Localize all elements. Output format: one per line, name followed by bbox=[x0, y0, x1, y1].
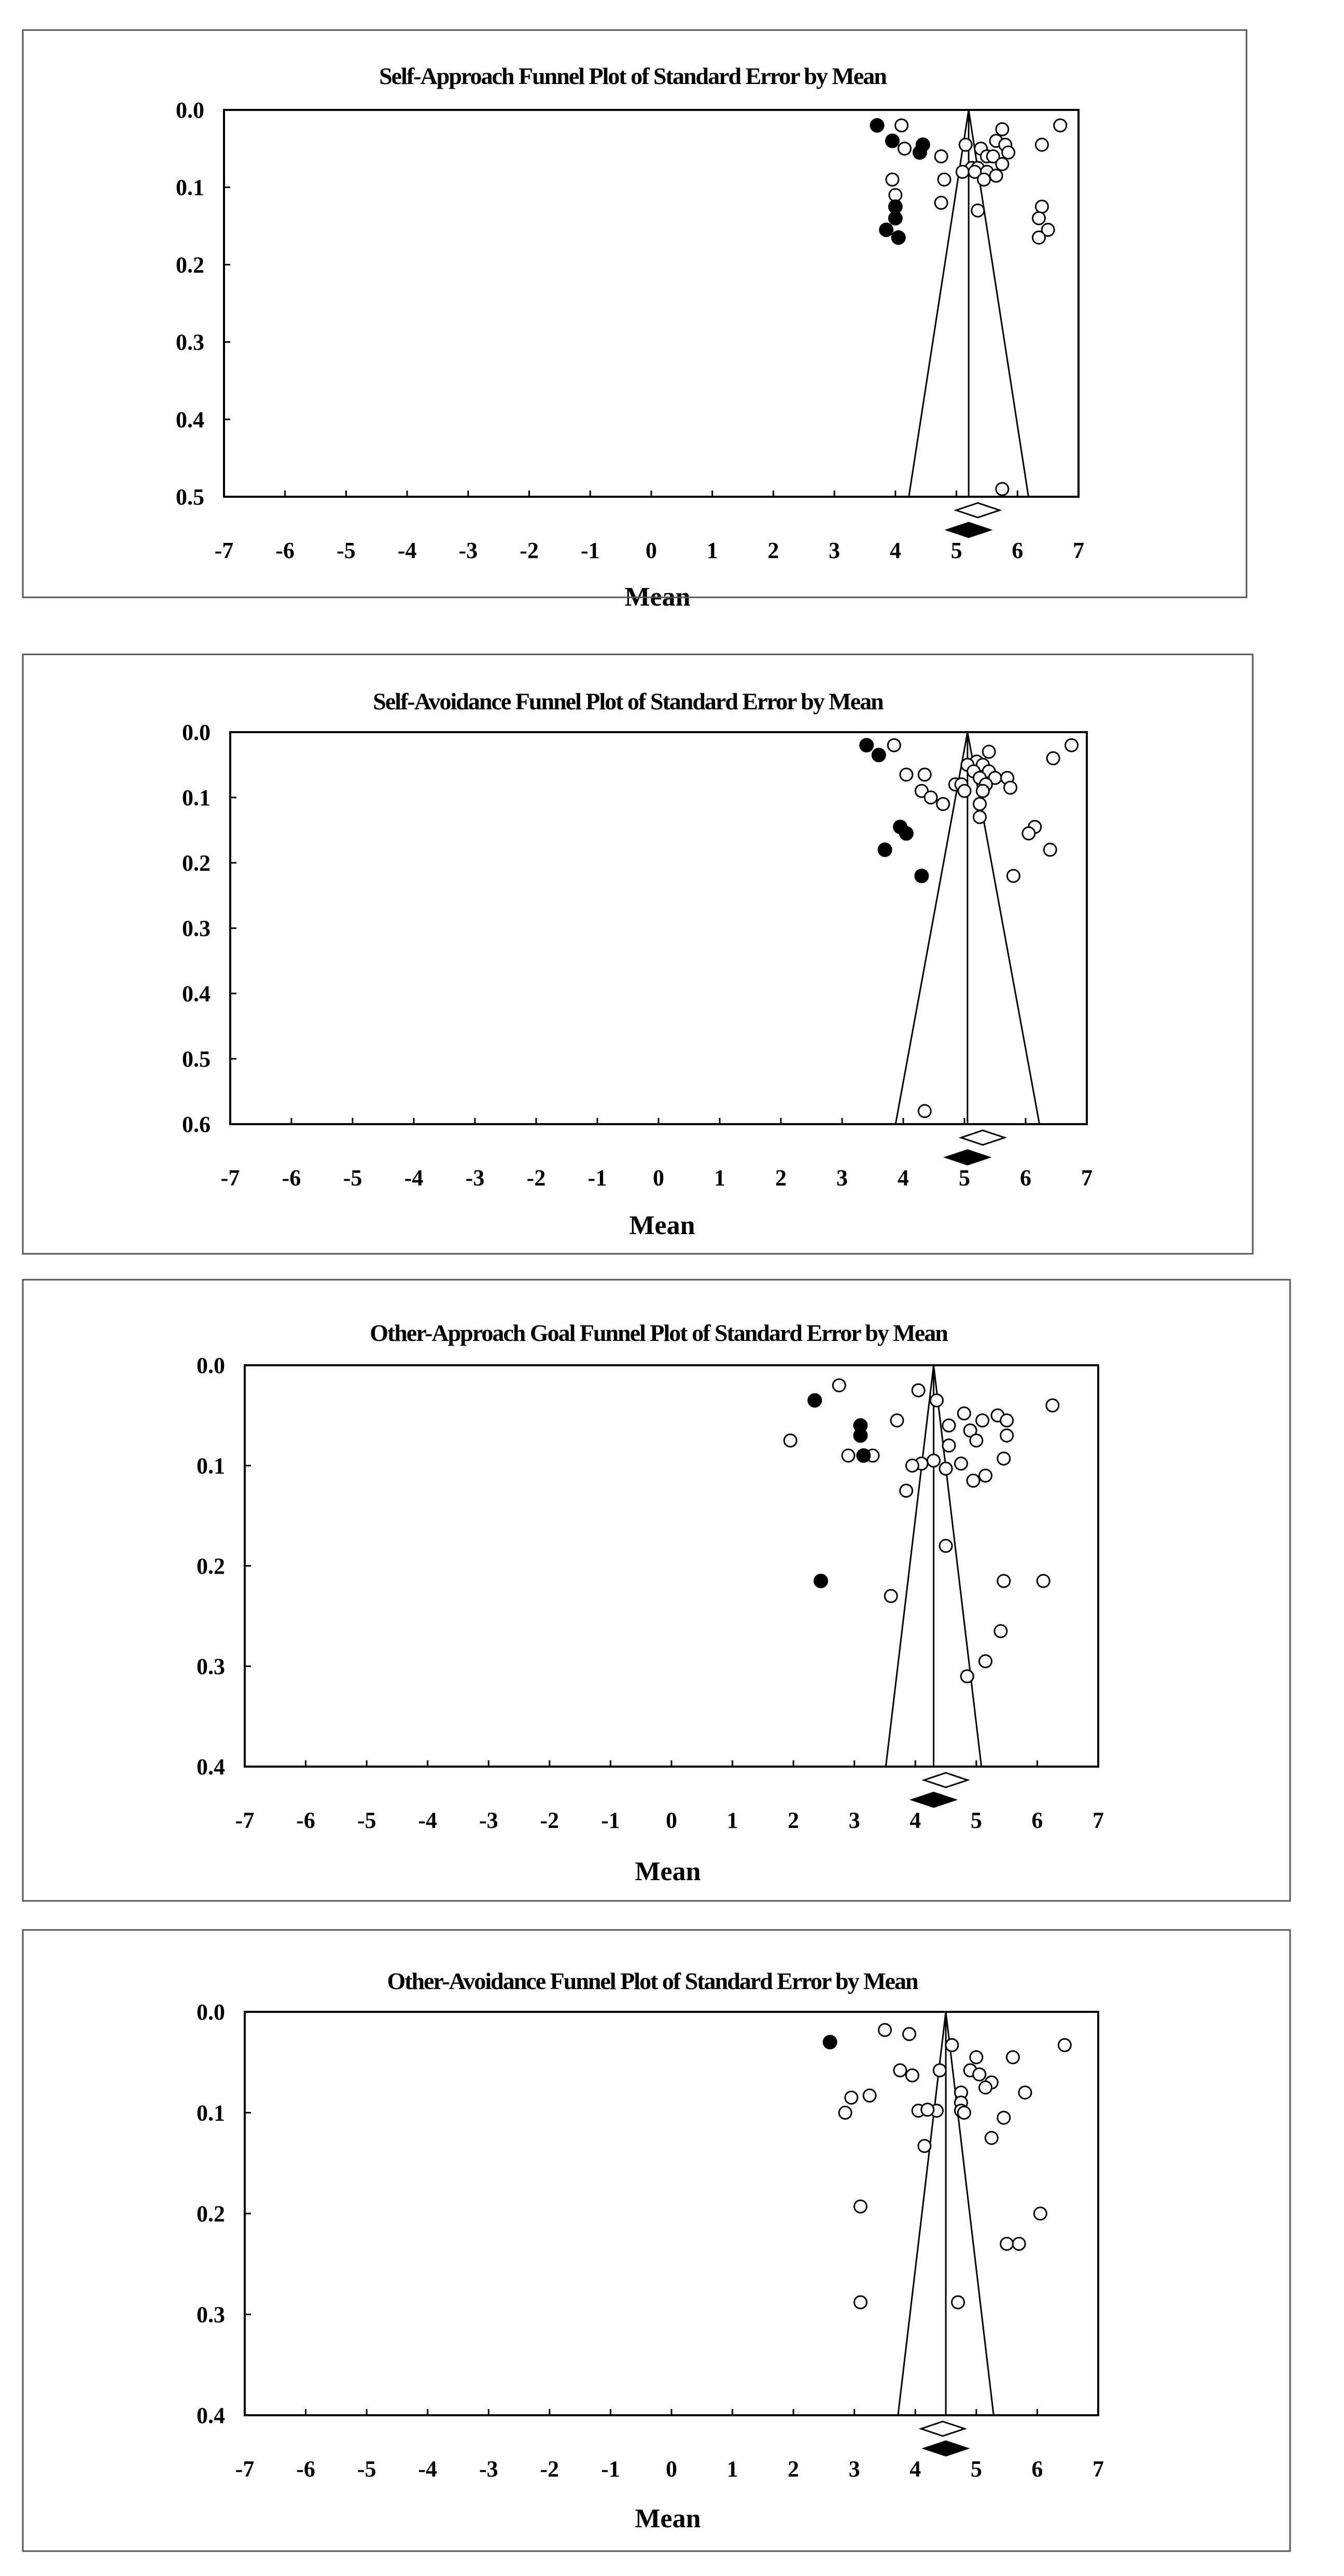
y-tick-label: 0.2 bbox=[176, 252, 204, 278]
observed-study-point bbox=[1058, 2039, 1071, 2051]
x-tick-label: -4 bbox=[418, 1808, 438, 1833]
observed-study-point bbox=[996, 483, 1009, 495]
y-tick-label: 0.1 bbox=[182, 785, 211, 810]
observed-study-point bbox=[912, 1384, 925, 1396]
x-tick-label: 7 bbox=[1073, 538, 1084, 563]
observed-study-point bbox=[979, 1469, 991, 1482]
y-tick-label: 0.2 bbox=[182, 850, 211, 876]
x-tick-label: 4 bbox=[889, 538, 901, 563]
observed-mean-diamond bbox=[921, 2421, 964, 2436]
observed-study-point bbox=[900, 1485, 913, 1497]
chart-title: Other-Approach Goal Funnel Plot of Standard Error by Mean bbox=[370, 1320, 947, 1346]
x-tick-label: 0 bbox=[666, 2456, 677, 2482]
observed-study-point bbox=[886, 173, 899, 186]
observed-study-point bbox=[1032, 212, 1045, 225]
x-tick-label: 3 bbox=[829, 538, 841, 563]
observed-study-point bbox=[1035, 138, 1048, 151]
observed-study-point bbox=[938, 173, 950, 186]
observed-study-point bbox=[1066, 739, 1078, 751]
funnel-plot-self-avoidance bbox=[23, 654, 1253, 1254]
imputed-study-point bbox=[871, 119, 884, 132]
imputed-study-point bbox=[814, 1574, 828, 1588]
x-tick-label: 1 bbox=[726, 1808, 738, 1833]
x-tick-label: 7 bbox=[1093, 2456, 1104, 2482]
observed-study-point bbox=[903, 2028, 916, 2040]
chart-title: Other-Avoidance Funnel Plot of Standard Error by Mean bbox=[387, 1968, 918, 1994]
funnel-plot-self-approach bbox=[23, 30, 1247, 612]
observed-mean-diamond bbox=[956, 503, 1000, 517]
observed-study-point bbox=[990, 170, 1002, 182]
observed-mean-diamond bbox=[961, 1130, 1004, 1145]
x-tick-label: -5 bbox=[357, 2456, 376, 2482]
x-tick-label: 0 bbox=[646, 538, 657, 563]
imputed-mean-diamond bbox=[947, 523, 990, 537]
observed-study-point bbox=[1047, 752, 1059, 764]
observed-study-point bbox=[996, 123, 1009, 135]
x-tick-label: -7 bbox=[214, 538, 234, 563]
x-axis-label: Mean bbox=[635, 2504, 701, 2533]
y-tick-label: 0.6 bbox=[182, 1112, 211, 1137]
x-tick-label: -1 bbox=[601, 1808, 620, 1833]
observed-study-point bbox=[940, 1539, 952, 1552]
observed-study-point bbox=[946, 2039, 958, 2051]
observed-study-point bbox=[933, 2064, 946, 2077]
observed-study-point bbox=[1054, 119, 1067, 132]
observed-study-point bbox=[930, 1394, 943, 1407]
observed-study-point bbox=[976, 1414, 989, 1426]
imputed-study-point bbox=[857, 1449, 870, 1462]
x-tick-label: 7 bbox=[1081, 1165, 1093, 1191]
observed-study-point bbox=[1034, 2207, 1046, 2220]
observed-study-point bbox=[979, 2081, 991, 2094]
x-tick-label: -5 bbox=[337, 538, 356, 563]
x-tick-label: 6 bbox=[1012, 538, 1024, 563]
x-tick-label: 3 bbox=[848, 1808, 860, 1833]
observed-study-point bbox=[952, 2296, 964, 2308]
observed-study-point bbox=[996, 158, 1009, 170]
funnel-plot-other-avoidance bbox=[23, 1930, 1290, 2551]
y-tick-label: 0.5 bbox=[182, 1046, 211, 1072]
x-tick-label: -5 bbox=[357, 1808, 376, 1833]
x-axis-label: Mean bbox=[629, 1211, 695, 1240]
x-tick-label: 3 bbox=[836, 1165, 848, 1191]
x-tick-label: 6 bbox=[1031, 2456, 1043, 2482]
imputed-study-point bbox=[808, 1394, 821, 1407]
y-tick-label: 0.0 bbox=[176, 97, 204, 123]
x-tick-label: 6 bbox=[1020, 1165, 1031, 1191]
y-tick-label: 0.3 bbox=[176, 329, 204, 355]
imputed-mean-diamond bbox=[912, 1793, 956, 1807]
imputed-study-point bbox=[879, 223, 893, 236]
observed-study-point bbox=[943, 1439, 955, 1452]
observed-study-point bbox=[1037, 1575, 1049, 1587]
x-tick-label: 5 bbox=[970, 1808, 982, 1833]
y-tick-label: 0.1 bbox=[176, 175, 204, 201]
x-tick-label: 0 bbox=[653, 1165, 664, 1191]
x-tick-label: 1 bbox=[714, 1165, 725, 1191]
observed-study-point bbox=[1046, 1399, 1059, 1411]
imputed-study-point bbox=[892, 231, 905, 244]
x-tick-label: -6 bbox=[296, 1808, 315, 1833]
y-tick-label: 0.2 bbox=[197, 1553, 225, 1579]
y-tick-label: 0.3 bbox=[197, 1654, 225, 1679]
observed-study-point bbox=[854, 2296, 866, 2308]
observed-study-point bbox=[921, 2104, 934, 2116]
observed-study-point bbox=[973, 2068, 986, 2081]
y-tick-label: 0.3 bbox=[182, 916, 211, 941]
y-tick-label: 0.4 bbox=[176, 407, 204, 432]
observed-study-point bbox=[1013, 2237, 1025, 2250]
x-tick-label: 1 bbox=[706, 538, 718, 563]
x-tick-label: -2 bbox=[540, 2456, 559, 2482]
y-tick-label: 0.0 bbox=[197, 1353, 225, 1378]
imputed-mean-diamond bbox=[924, 2441, 968, 2456]
x-tick-label: 5 bbox=[959, 1165, 970, 1191]
observed-study-point bbox=[998, 1575, 1010, 1587]
y-tick-label: 0.4 bbox=[197, 1754, 225, 1780]
imputed-study-point bbox=[823, 2035, 837, 2049]
x-tick-label: 4 bbox=[898, 1165, 909, 1191]
imputed-study-point bbox=[913, 146, 927, 159]
imputed-study-point bbox=[872, 748, 886, 762]
y-tick-label: 0.0 bbox=[182, 720, 211, 745]
x-tick-label: -2 bbox=[520, 538, 539, 563]
imputed-study-point bbox=[853, 1429, 867, 1442]
observed-study-point bbox=[935, 150, 947, 163]
observed-study-point bbox=[974, 811, 986, 823]
observed-study-point bbox=[906, 2069, 918, 2082]
x-tick-label: -4 bbox=[404, 1165, 424, 1191]
chart-title: Self-Approach Funnel Plot of Standard Error by Mean bbox=[379, 63, 886, 89]
x-tick-label: -6 bbox=[296, 2456, 315, 2482]
x-tick-label: 6 bbox=[1031, 1808, 1043, 1833]
observed-study-point bbox=[937, 798, 949, 810]
x-tick-label: -1 bbox=[580, 538, 600, 563]
x-tick-label: -7 bbox=[235, 1808, 255, 1833]
x-tick-label: 2 bbox=[767, 538, 779, 563]
observed-study-point bbox=[985, 2132, 998, 2144]
panel-frame bbox=[23, 30, 1247, 597]
observed-study-point bbox=[918, 1105, 931, 1117]
observed-study-point bbox=[959, 138, 972, 151]
observed-study-point bbox=[1002, 146, 1015, 159]
x-tick-label: 2 bbox=[788, 2456, 800, 2482]
y-tick-label: 0.3 bbox=[197, 2302, 225, 2328]
observed-study-point bbox=[958, 1407, 970, 1420]
observed-mean-diamond bbox=[924, 1773, 968, 1787]
observed-study-point bbox=[983, 746, 995, 758]
observed-study-point bbox=[958, 2107, 970, 2119]
observed-study-point bbox=[1032, 231, 1045, 244]
observed-study-point bbox=[925, 791, 937, 804]
observed-study-point bbox=[894, 2064, 906, 2077]
x-tick-label: -2 bbox=[540, 1808, 559, 1833]
observed-study-point bbox=[998, 1452, 1010, 1465]
x-tick-label: -3 bbox=[479, 1808, 498, 1833]
observed-study-point bbox=[998, 2111, 1010, 2124]
observed-study-point bbox=[839, 2107, 851, 2119]
observed-study-point bbox=[961, 1670, 973, 1683]
x-tick-label: -3 bbox=[458, 538, 478, 563]
observed-study-point bbox=[943, 1419, 955, 1432]
x-tick-label: -3 bbox=[465, 1165, 485, 1191]
y-tick-label: 0.1 bbox=[197, 2100, 225, 2126]
chart-title: Self-Avoidance Funnel Plot of Standard Error by Mean bbox=[373, 688, 883, 715]
observed-study-point bbox=[1006, 2051, 1019, 2064]
observed-study-point bbox=[891, 1414, 903, 1426]
x-tick-label: -4 bbox=[418, 2456, 438, 2482]
observed-study-point bbox=[918, 2140, 931, 2152]
x-tick-label: -5 bbox=[343, 1165, 362, 1191]
observed-study-point bbox=[784, 1434, 796, 1447]
y-tick-label: 0.4 bbox=[182, 981, 211, 1006]
x-tick-label: -7 bbox=[220, 1165, 240, 1191]
x-tick-label: 5 bbox=[970, 2456, 982, 2482]
y-tick-label: 0.0 bbox=[197, 1999, 225, 2025]
imputed-study-point bbox=[860, 738, 873, 752]
y-tick-label: 0.4 bbox=[197, 2403, 225, 2428]
observed-study-point bbox=[935, 197, 947, 209]
observed-study-point bbox=[1001, 1414, 1013, 1426]
x-tick-label: -7 bbox=[235, 2456, 255, 2482]
x-tick-label: -6 bbox=[282, 1165, 301, 1191]
observed-study-point bbox=[899, 143, 911, 155]
x-tick-label: -3 bbox=[479, 2456, 498, 2482]
observed-study-point bbox=[995, 1625, 1007, 1637]
plot-area bbox=[224, 110, 1079, 497]
observed-study-point bbox=[978, 173, 990, 186]
x-tick-label: 2 bbox=[788, 1808, 800, 1833]
x-tick-label: 3 bbox=[848, 2456, 860, 2482]
observed-study-point bbox=[976, 785, 989, 797]
observed-study-point bbox=[842, 1449, 855, 1462]
observed-study-point bbox=[958, 785, 971, 797]
observed-study-point bbox=[1001, 1429, 1013, 1441]
observed-study-point bbox=[833, 1379, 845, 1392]
observed-study-point bbox=[956, 165, 969, 178]
observed-study-point bbox=[918, 768, 931, 781]
x-tick-label: -6 bbox=[275, 538, 295, 563]
observed-study-point bbox=[979, 1655, 991, 1668]
observed-study-point bbox=[1001, 2237, 1013, 2250]
x-tick-label: -1 bbox=[601, 2456, 620, 2482]
funnel-plot-other-approach-goal bbox=[23, 1280, 1290, 1901]
observed-study-point bbox=[900, 768, 913, 781]
x-tick-label: 4 bbox=[909, 2456, 921, 2482]
y-tick-label: 0.1 bbox=[197, 1453, 225, 1479]
x-tick-label: 0 bbox=[666, 1808, 677, 1833]
observed-study-point bbox=[955, 1458, 967, 1470]
observed-study-point bbox=[885, 1590, 897, 1602]
observed-study-point bbox=[895, 119, 908, 132]
observed-study-point bbox=[863, 2089, 876, 2102]
observed-study-point bbox=[940, 1462, 952, 1475]
imputed-mean-diamond bbox=[946, 1150, 989, 1165]
observed-study-point bbox=[1035, 201, 1048, 213]
observed-study-point bbox=[970, 2051, 983, 2064]
x-axis-label: Mean bbox=[624, 582, 691, 612]
x-tick-label: -1 bbox=[587, 1165, 607, 1191]
imputed-study-point bbox=[889, 212, 902, 225]
observed-study-point bbox=[888, 739, 900, 751]
observed-study-point bbox=[974, 798, 986, 810]
y-tick-label: 0.5 bbox=[176, 484, 204, 510]
x-axis-label: Mean bbox=[635, 1857, 701, 1886]
x-tick-label: -2 bbox=[526, 1165, 546, 1191]
imputed-study-point bbox=[878, 843, 892, 857]
observed-study-point bbox=[1019, 2087, 1031, 2099]
imputed-study-point bbox=[886, 134, 899, 148]
x-tick-label: 4 bbox=[909, 1808, 921, 1833]
observed-study-point bbox=[906, 1460, 918, 1472]
imputed-study-point bbox=[900, 827, 913, 840]
x-tick-label: 5 bbox=[950, 538, 962, 563]
x-tick-label: -4 bbox=[397, 538, 417, 563]
observed-study-point bbox=[1044, 844, 1056, 856]
observed-study-point bbox=[972, 204, 984, 217]
observed-study-point bbox=[967, 1475, 979, 1487]
observed-study-point bbox=[879, 2024, 891, 2036]
observed-study-point bbox=[970, 1434, 983, 1447]
imputed-study-point bbox=[915, 869, 928, 883]
observed-study-point bbox=[845, 2091, 858, 2104]
x-tick-label: 7 bbox=[1093, 1808, 1104, 1833]
y-tick-label: 0.2 bbox=[197, 2201, 225, 2227]
x-tick-label: 2 bbox=[775, 1165, 787, 1191]
x-tick-label: 1 bbox=[726, 2456, 738, 2482]
observed-study-point bbox=[1004, 781, 1017, 794]
observed-study-point bbox=[1023, 827, 1035, 839]
observed-study-point bbox=[854, 2200, 866, 2213]
observed-study-point bbox=[1007, 870, 1019, 882]
observed-study-point bbox=[928, 1454, 940, 1467]
